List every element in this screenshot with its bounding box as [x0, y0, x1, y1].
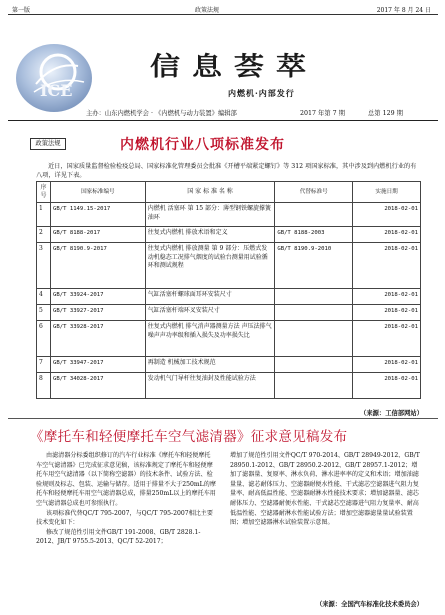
issue-number: 2017 年第 7 期	[300, 110, 345, 117]
cell-seq: 4	[37, 289, 51, 305]
cell-date: 2018-02-01	[353, 305, 421, 321]
cell-number: GB/T 33927-2017	[50, 305, 145, 321]
table-row	[37, 373, 421, 399]
top-divider	[8, 14, 438, 15]
table-row	[37, 357, 421, 373]
cell-number: GB/T 34028-2017	[50, 373, 145, 399]
cell-date: 2018-02-01	[353, 289, 421, 305]
table-header-row	[37, 182, 421, 203]
article2-paragraph: 增加了规范性引用文件QC/T 970-2014、GB/T 28949-2012、GB/T 28950.1-2012、GB/T 28950.2-2012、GB/T 28957.1-2012；增加了滤器量、复原率、淋水负荷、淋水进率率的定义和术语；增加油滤量量、滤芯耐体压力、空滤器耐便水性能、干式滤芯空滤器进气阻力复量率、耐高低温性能、空滤器耐淋水性能技术要求；增加滤器量、滤芯耐体压力、空滤器耐便水性能、干式滤芯空滤器进气阻力复量率、耐高低温性能、空滤器耐淋水性能试验方法；增加空滤器滤量量试验装置图；增加空滤器淋水试验装置示意图。	[230, 452, 420, 527]
cell-number: GB/T 33924-2017	[50, 289, 145, 305]
page-label: 第一版	[12, 7, 31, 14]
table-row	[37, 305, 421, 321]
cell-seq: 3	[37, 243, 51, 289]
cell-date: 2018-02-01	[353, 321, 421, 357]
masthead-divider	[8, 120, 438, 121]
cell-seq: 8	[37, 373, 51, 399]
cell-date: 2018-02-01	[353, 243, 421, 289]
masthead	[0, 16, 445, 116]
cell-replaces: GB/T 8190.9-2010	[275, 243, 353, 289]
cell-name: 发动机气门导杆往复油封及性能试验方法	[145, 373, 275, 399]
cell-number: GB/T 8188-2017	[50, 227, 145, 243]
table-row	[37, 203, 421, 227]
article2-paragraph: 修改了规范性引用文件GB/T 191-2008、GB/T 2828.1-2012、JB/T 9755.5-2013、QC/T 52-2017；	[36, 528, 201, 546]
section-label: 政策法规	[195, 7, 220, 14]
issue-date: 2017 年 8 月 24 日	[376, 7, 431, 14]
article2-headline: 《摩托车和轻便摩托车空气滤清器》征求意见稿发布	[30, 429, 348, 445]
category-tag: 政策法规	[30, 138, 66, 150]
col-header-number: 国家标准编号	[50, 182, 145, 203]
article2-right-column	[230, 451, 420, 528]
cell-number: GB/T 1149.15-2017	[50, 203, 145, 227]
table-row	[37, 321, 421, 357]
standards-table	[36, 181, 421, 399]
cell-replaces	[275, 289, 353, 305]
issue-total: 总第 129 期	[368, 110, 403, 117]
cell-name: 往复式内燃机 排放测量 第 9 部分：压燃式发动机稳态工况排气烟度的试验台测量用试验循环和测试规程	[145, 243, 275, 289]
table-row	[37, 243, 421, 289]
article2-paragraph: 由滤清器分标委组织修订的汽车行业标准《摩托车和轻便摩托车空气滤清器》已完成征求意见稿，该标准规定了摩托车和轻便摩托车用空气滤清器（以下简称空滤器）的技术条件、试验方法、检验规则及标志、包装、运输与储存。适用于排量不大于250mL的摩托车和轻便摩托车用空气滤清器总成，排量250mL以上的摩托车用空气滤清器总成也可参照执行。	[36, 452, 216, 507]
sponsor-text: 主办：山东内燃机学会 · 《内燃机与动力装置》编辑部	[86, 110, 237, 117]
cell-date: 2018-02-01	[353, 357, 421, 373]
article-divider	[8, 418, 438, 419]
cell-replaces	[275, 203, 353, 227]
newsletter-subtitle: 内燃机·内部发行	[228, 88, 295, 98]
cell-date: 2018-02-01	[353, 373, 421, 399]
table-row	[37, 227, 421, 243]
article2-left-column	[36, 451, 216, 547]
newsletter-title: 信息荟萃	[150, 52, 318, 82]
cell-replaces	[275, 357, 353, 373]
cell-replaces	[275, 373, 353, 399]
article2-source: （来源：全国汽车标准化技术委员会）	[315, 601, 423, 608]
cell-number: GB/T 8190.9-2017	[50, 243, 145, 289]
svg-text:ICE: ICE	[40, 81, 73, 100]
article2-paragraph: 该项标准代替QC/T 795-2007，与QC/T 795-2007相比主要技术变化如下：	[36, 509, 213, 527]
cell-replaces	[275, 321, 353, 357]
col-header-replaces: 代替标准号	[275, 182, 353, 203]
cell-name: 气缸活塞杆端环叉安装尺寸	[145, 305, 275, 321]
cell-date: 2018-02-01	[353, 203, 421, 227]
col-header-seq: 序号	[37, 182, 51, 203]
cell-seq: 5	[37, 305, 51, 321]
cell-replaces: GB/T 8188-2003	[275, 227, 353, 243]
cell-name: 往复式内燃机 排气消声器测量方法 声压法排气噪声声功率级和插入损失及功率损失比	[145, 321, 275, 357]
cell-seq: 1	[37, 203, 51, 227]
cell-name: 再制造 机械加工技术规范	[145, 357, 275, 373]
cell-seq: 2	[37, 227, 51, 243]
cell-name: 气缸活塞杆螺球面耳环安装尺寸	[145, 289, 275, 305]
cell-number: GB/T 33928-2017	[50, 321, 145, 357]
cell-seq: 6	[37, 321, 51, 357]
article1-source: （来源：工信部网站）	[360, 410, 423, 417]
article1-intro: 近日，国家质量监督检验检疫总局、国家标准化管理委员会批准《开槽平端紧定螺钉》等 312 项国家标准，其中涉及到内燃机行业的有八项，详见下表。	[36, 163, 417, 179]
cell-seq: 7	[37, 357, 51, 373]
table-row	[37, 289, 421, 305]
cell-name: 往复式内燃机 排放术语和定义	[145, 227, 275, 243]
article1-headline: 内燃机行业八项标准发布	[120, 137, 285, 153]
cell-name: 内燃机 活塞环 第 15 部分：薄型钢铁螺旋撑簧油环	[145, 203, 275, 227]
col-header-name: 国 家 标 准 名 称	[145, 182, 275, 203]
cell-replaces	[275, 305, 353, 321]
col-header-date: 实施日期	[353, 182, 421, 203]
cell-number: GB/T 33947-2017	[50, 357, 145, 373]
ice-logo	[14, 36, 94, 116]
cell-date: 2018-02-01	[353, 227, 421, 243]
